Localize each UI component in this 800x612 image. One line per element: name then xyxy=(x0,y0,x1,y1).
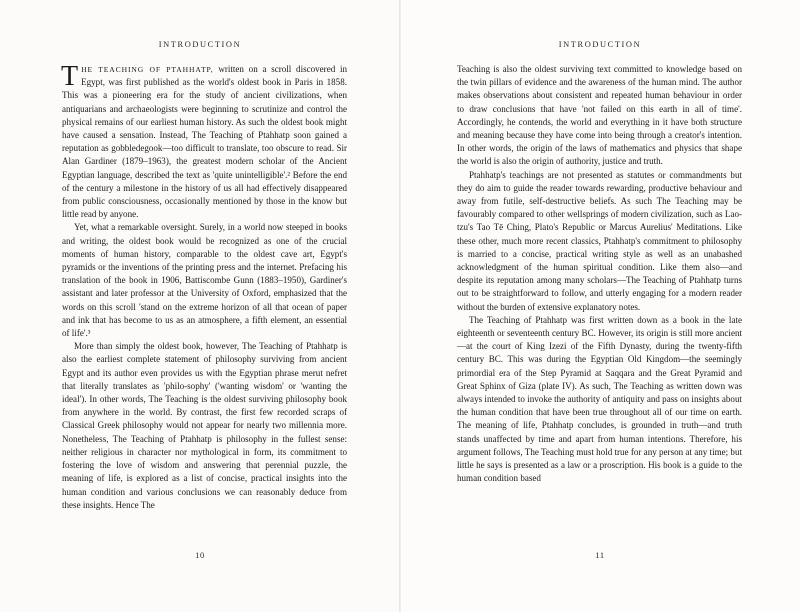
paragraph xyxy=(62,63,347,221)
running-head-left: INTRODUCTION xyxy=(158,40,242,49)
right-page xyxy=(400,0,800,612)
page-number-left: 10 xyxy=(195,551,205,560)
left-text-block xyxy=(62,63,347,512)
paragraph: Yet, what a remarkable oversight. Surely, in a world now steeped in books and writing, the oldest book would be recognized as one of the crucial moments of human history, comparable to the oldest cave art, Egypt's pyramids or the inventions of the printing press and the internet. Prefacing his translation of the book in 1906, Battiscombe Gunn (1883–1950), Gardiner's assistant and later professor at the University of Oxford, emphasized that the words on this scroll 'stand on the extreme horizon of all that ocean of paper and ink that has become to us as an atmosphere, a fifth element, an essential of life'.³ xyxy=(62,222,347,339)
paragraph-text: written on a scroll discovered in Egypt, was first published as the world's oldest book in Paris in 1858. This was a pioneering era for the study of ancient civilizations, when antiquarians and archaeologists were beginning to scrutinize and control the physical remains of our earliest human history. As such the oldest book might have caused a sensation. Instead, The Teaching of Ptahhatp soon gained a reputation as gobbledegook—too difficult to translate, too obscure to read. Sir Alan Gardiner (1879–1963), the greatest modern scholar of the Ancient Egyptian language, described the text as 'quite unintelligible'.² Before the end of the century a milestone in the history of us all had effectively disappeared from public consciousness, occasionally mentioned by those in the know but little read by anyone. xyxy=(62,64,347,220)
page-number-right: 11 xyxy=(595,551,605,560)
paragraph: Ptahhatp's teachings are not presented as statutes or commandments but they do aim to guide the reader towards rewarding, productive behaviour and away from futile, self-destructive beliefs. As such The Teaching may be favourably compared to other wellsprings of modern civilization, such as Lao-tzu's Tao Tē Ching, Plato's Republic or Marcus Aurelius' Meditations. Like these other, much more recent classics, Ptahhatp's commitment to philosophy is married to a concise, practical writing style as well as an unabashed acknowledgment of the human spiritual condition. Like them also—and despite its reputation among many scholars—The Teaching of Ptahhatp turns out to be straightforward to follow, and utterly engaging for a modern reader without the burden of extensive explanatory notes. xyxy=(457,169,742,312)
book-gutter xyxy=(399,0,401,612)
opening-small-caps: HE TEACHING OF PTAHHATP, xyxy=(81,65,214,74)
running-head-right: INTRODUCTION xyxy=(558,40,642,49)
paragraph: The Teaching of Ptahhatp was first written down as a book in the late eighteenth or seventeenth century BC. However, its origin is still more ancient—at the court of King Izezi of the Fifth Dynasty, during the twenty-fifth century BC. This was during the Egyptian Old Kingdom—the seemingly primordial era of the Step Pyramid at Saqqara and the Great Pyramid and Great Sphinx of Giza (plate IV). As such, The Teaching as written down was always intended to invoke the authority of antiquity and pass on insights about the human condition that have been true throughout all of our time on earth. The meaning of life, Ptahhatp concludes, is grounded in truth—and truth stands unaffected by time and apart from human intentions. Therefore, his argument follows, The Teaching must hold true for any person at any time; but little he says is presented as a law or a proscription. His book is a guide to the human condition based xyxy=(457,314,742,484)
drop-cap: T xyxy=(61,61,79,92)
paragraph: More than simply the oldest book, however, The Teaching of Ptahhatp is also the earliest complete statement of philosophy surviving from ancient Egypt and its author even provides us with the Egyptian phrase merut nefret that literally translates as 'philo-sophy' ('wanting wisdom' or 'wanting the ideal'). In other words, The Teaching is the oldest surviving philosophy book from anywhere in the world. By contrast, the first few recorded scraps of Classical Greek philosophy would not appear for nearly two millennia more. Nonetheless, The Teaching of Ptahhatp is philosophy in the fullest sense: neither religious in character nor mythological in form, its commitment to fostering the love of wisdom and answering that perennial puzzle, the meaning of life, is explored as a list of concise, practical insights into the human condition and various conclusions we can reasonably deduce from these insights. Hence The xyxy=(62,341,347,510)
right-text-block xyxy=(457,63,742,486)
paragraph: Teaching is also the oldest surviving text committed to knowledge based on the twin pillars of evidence and the awareness of the human mind. The author makes observations about consistent and repeated human behaviour in order to draw conclusions that have 'not failed on this earth in all of time'. Accordingly, he contends, the world and everything in it have both structure and meaning because they have come into being through a creator's intention. In other words, the origin of the laws of mathematics and physics that shape the world is also the origin of authority, justice and truth. xyxy=(457,64,742,167)
